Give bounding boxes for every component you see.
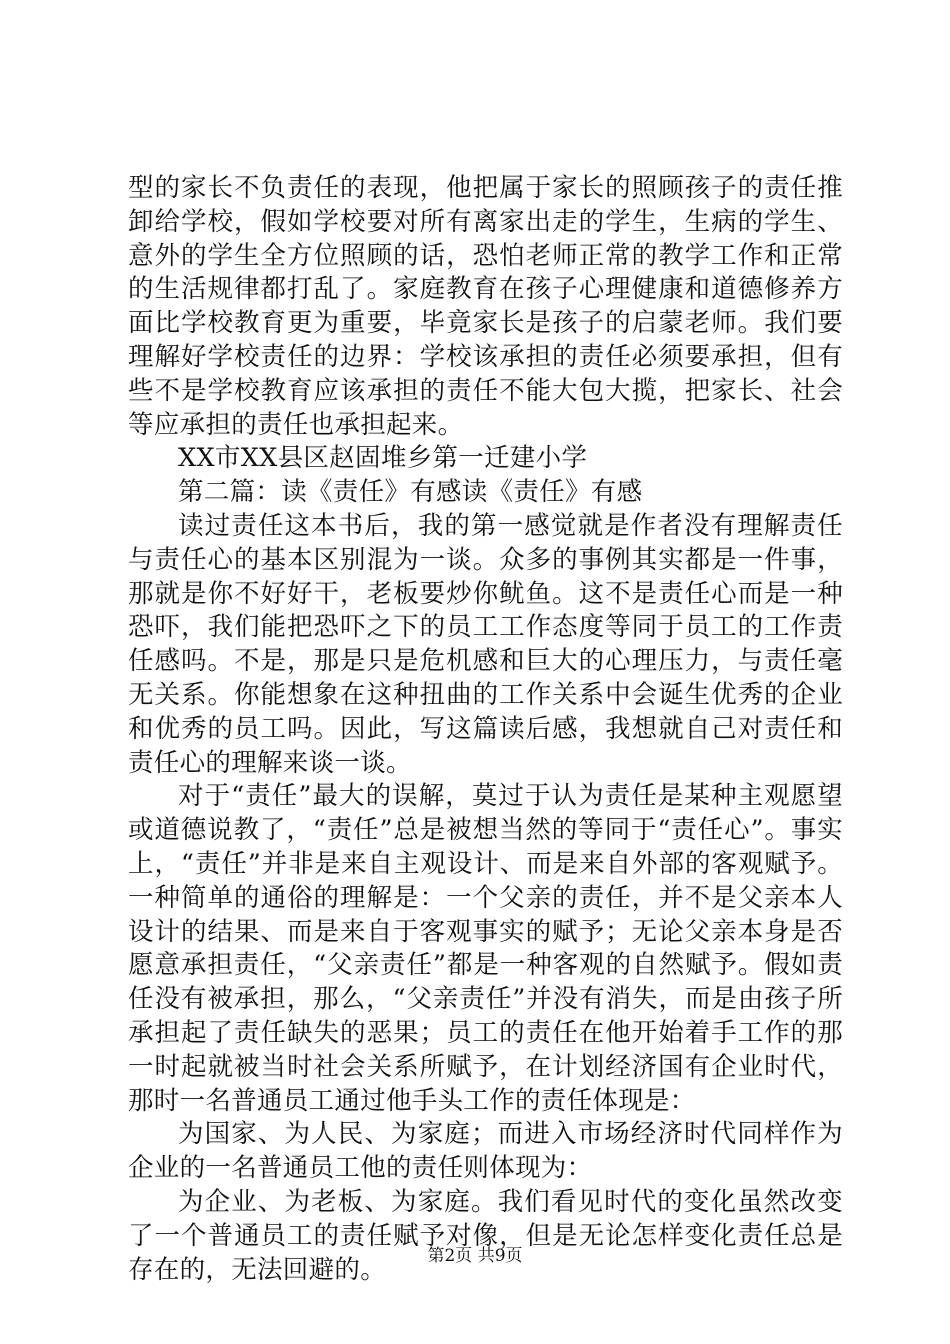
paragraph-continuation: 型的家长不负责任的表现，他把属于家长的照顾孩子的责任推卸给学校，假如学校要对所有离家出走的学生，生病的学生、意外的学生全方位照顾的话，恐怕老师正常的教学工作和正常的生活规律都打乱了。家庭教育在孩子心理健康和道德修养方面比学校教育更为重要，毕竟家长是孩子的启蒙老师。我们要理解好学校责任的边界：学校该承担的责任必须要承担，但有些不是学校教育应该承担的责任不能大包大揽，把家长、社会等应承担的责任也承担起来。	[128, 173, 843, 440]
document-body	[128, 172, 843, 1287]
section-heading: 第二篇：读《责任》有感读《责任》有感	[178, 477, 643, 508]
paragraph: 读过责任这本书后，我的第一感觉就是作者没有理解责任与责任心的基本区别混为一谈。众多的事例其实都是一件事，那就是你不好好干，老板要炒你鱿鱼。这不是责任心而是一种恐吓，我们能把恐吓之下的员工工作态度等同于员工的工作责任感吗。不是，那是只是危机感和巨大的心理压力，与责任毫无关系。你能想象在这种扭曲的工作关系中会诞生优秀的企业和优秀的员工吗。因此，写这篇读后感，我想就自己对责任和责任心的理解来谈一谈。	[128, 510, 843, 778]
paragraph: 对于“责任”最大的误解，莫过于认为责任是某种主观愿望或道德说教了，“责任”总是被想当然的等同于“责任心”。事实上，“责任”并非是来自主观设计、而是来自外部的客观赋予。一种简单的通俗的理解是：一个父亲的责任，并不是父亲本人设计的结果、而是来自于客观事实的赋予；无论父亲本身是否愿意承担责任，“父亲责任”都是一种客观的自然赋予。假如责任没有被承担，那么，“父亲责任”并没有消失，而是由孩子所承担起了责任缺失的恶果；员工的责任在他开始着手工作的那一时起就被当时社会关系所赋予，在计划经济国有企业时代，那时一名普通员工通过他手头工作的责任体现是：	[128, 781, 843, 1116]
paragraph: 为国家、为人民、为家庭；而进入市场经济时代同样作为企业的一名普通员工他的责任则体现为：	[128, 1119, 843, 1184]
paragraph: 为企业、为老板、为家庭。我们看见时代的变化虽然改变了一个普通员工的责任赋予对像，但是无论怎样变化责任总是存在的，无法回避的。	[128, 1186, 843, 1285]
school-signature: XX市XX县区赵固堆乡第一迁建小学	[178, 443, 588, 474]
page-number-footer: 第2页 共9页	[427, 1246, 523, 1266]
